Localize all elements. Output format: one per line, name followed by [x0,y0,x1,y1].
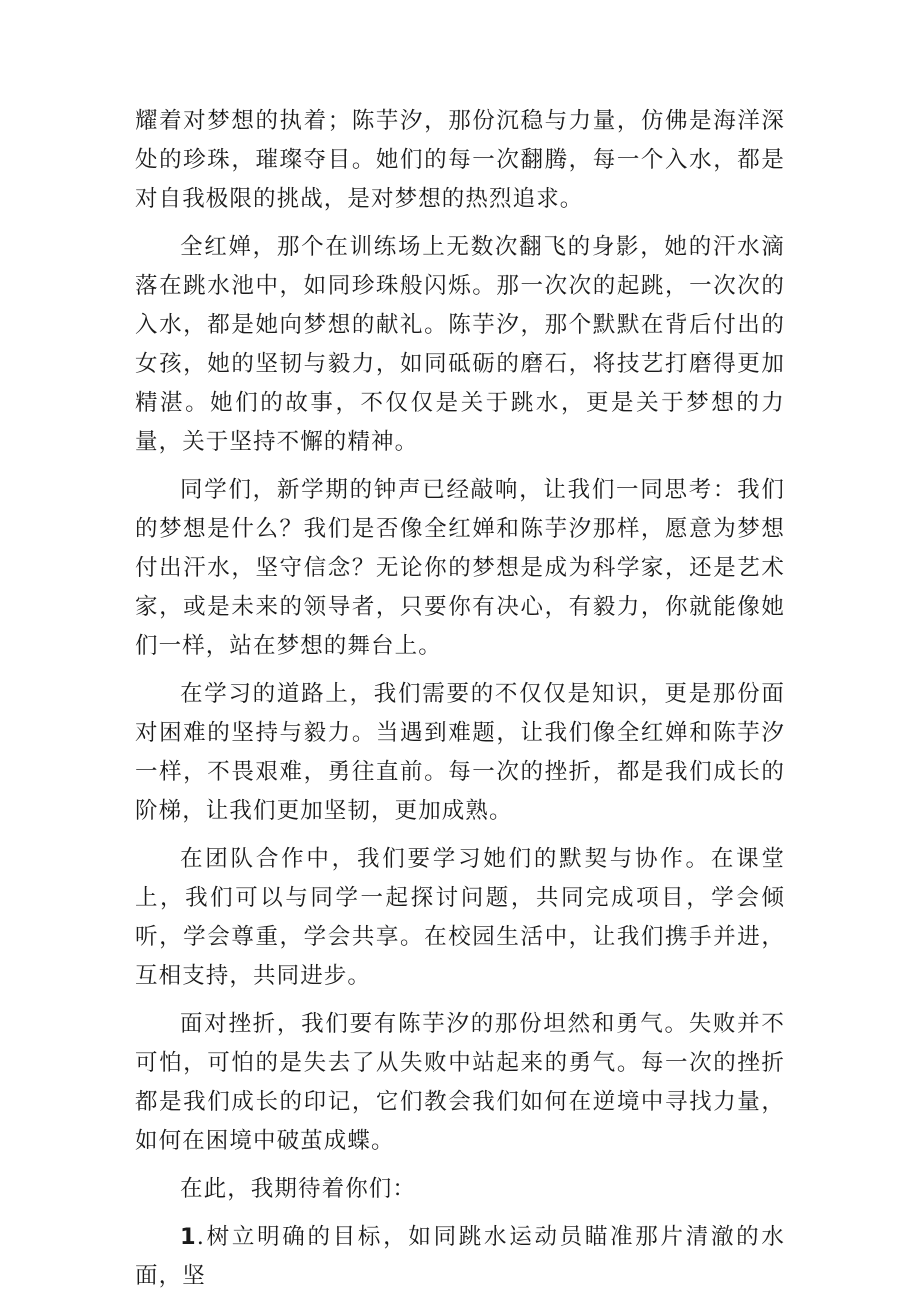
paragraph-quan-hongchan: 全红婵，那个在训练场上无数次翻飞的身影，她的汗水滴落在跳水池中，如同珍珠般闪烁。那一次次的起跳，一次次的入水，都是她向梦想的献礼。陈芋汐，那个默默在背后付出的女孩，她的坚韧与毅力，如同砥砺的磨石，将技艺打磨得更加精湛。她们的故事，不仅仅是关于跳水，更是关于梦想的力量，关于坚持不懈的精神。 [135,234,785,455]
paragraph-continued: 耀着对梦想的执着；陈芋汐，那份沉稳与力量，仿佛是海洋深处的珍珠，璀璨夺目。她们的每一次翻腾，每一个入水，都是对自我极限的挑战，是对梦想的热烈追求。 [135,108,785,212]
list-item [135,1218,785,1296]
paragraph-new-semester: 同学们，新学期的钟声已经敲响，让我们一同思考：我们的梦想是什么？我们是否像全红婵和陈芋汐那样，愿意为梦想付出汗水，坚守信念？无论你的梦想是成为科学家，还是艺术家，或是未来的领导者，只要你有决心，有毅力，你就能像她们一样，站在梦想的舞台上。 [135,477,785,659]
list-item-text: .树立明确的目标，如同跳水运动员瞄准那片清澈的水面，坚 [135,1224,785,1289]
list-item-number: 1 [180,1224,197,1250]
paragraph-setbacks: 面对挫折，我们要有陈芋汐的那份坦然和勇气。失败并不可怕，可怕的是失去了从失败中站起来的勇气。每一次的挫折都是我们成长的印记，它们教会我们如何在逆境中寻找力量，如何在困境中破茧成蝶。 [135,1011,785,1154]
paragraph-teamwork: 在团队合作中，我们要学习她们的默契与协作。在课堂上，我们可以与同学一起探讨问题，共同完成项目，学会倾听，学会尊重，学会共享。在校园生活中，让我们携手并进，互相支持，共同进步。 [135,846,785,989]
paragraph-learning: 在学习的道路上，我们需要的不仅仅是知识，更是那份面对困难的坚持与毅力。当遇到难题，让我们像全红婵和陈芋汐一样，不畏艰难，勇往直前。每一次的挫折，都是我们成长的阶梯，让我们更加坚韧，更加成熟。 [135,681,785,824]
paragraph-expectation: 在此，我期待着你们： [180,1176,417,1202]
document-body [135,102,785,1296]
